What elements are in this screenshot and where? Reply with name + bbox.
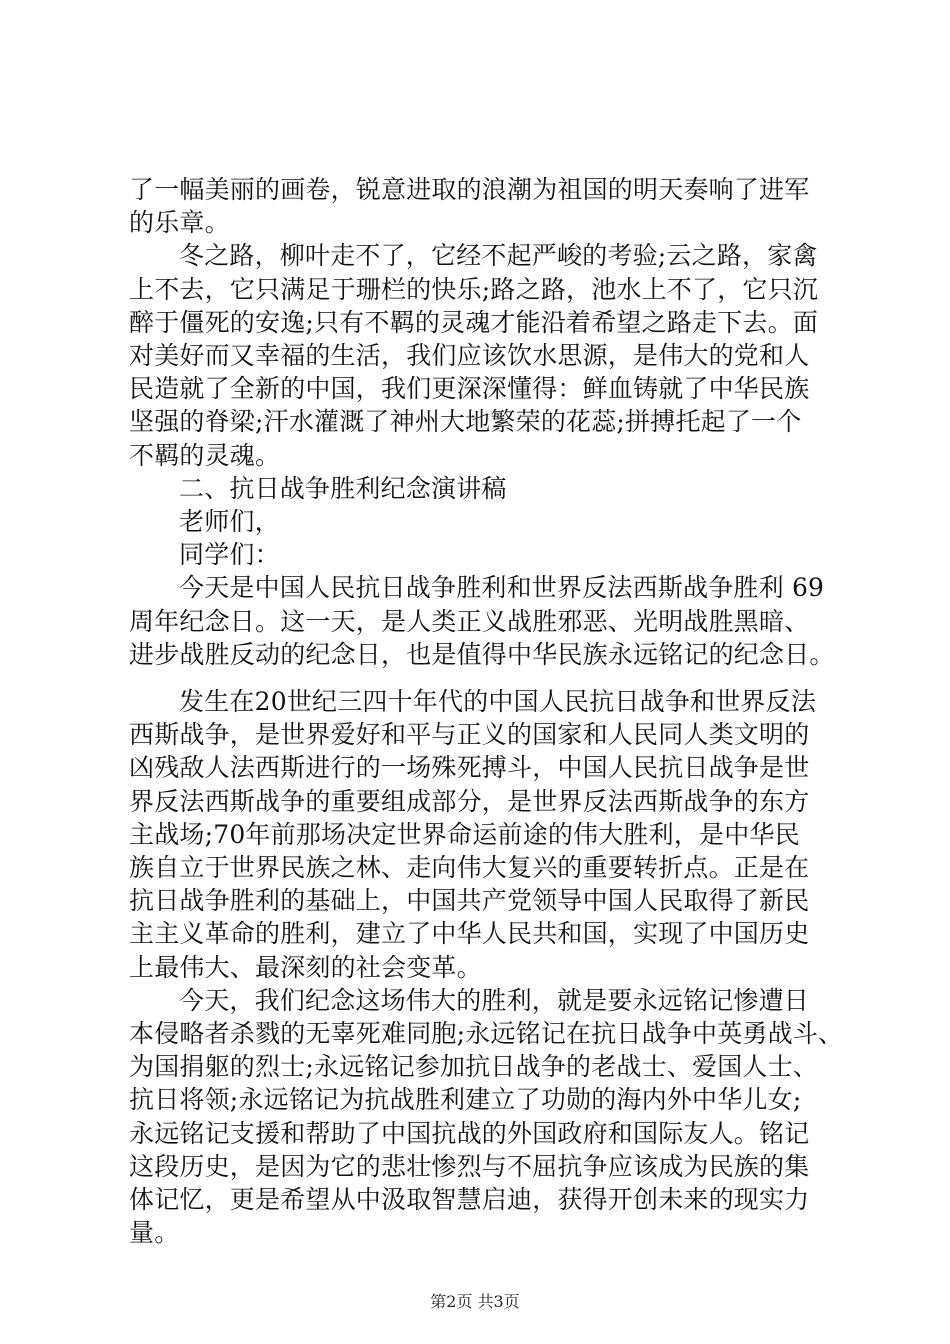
text-line: 主战场;70年前那场决定世界命运前途的伟大胜利，是中华民: [129, 820, 800, 849]
text-line: 本侵略者杀戮的无辜死难同胞;永远铭记在抗日战争中英勇战斗、: [129, 1019, 844, 1048]
text-line: 民造就了全新的中国，我们更深深懂得：鲜血铸就了中华民族: [129, 374, 810, 403]
text-line: 量。: [129, 1218, 180, 1247]
text-line: 西斯战争，是世界爱好和平与正义的国家和人民同人类文明的: [129, 720, 810, 749]
text-line: 坚强的脊梁;汗水灌溉了神州大地繁荣的花蕊;拼搏托起了一个: [129, 407, 802, 436]
text-line: 的乐章。: [129, 208, 230, 237]
text-line: 了一幅美丽的画卷，锐意进取的浪潮为祖国的明天奏响了进军: [129, 175, 810, 204]
text-line: 抗日将领;永远铭记为抗战胜利建立了功勋的海内外中华儿女;: [129, 1085, 802, 1114]
text-line: 族自立于世界民族之林、走向伟大复兴的重要转折点。正是在: [129, 853, 810, 882]
text-line: 界反法西斯战争的重要组成部分，是世界反法西斯战争的东方: [129, 787, 810, 816]
salutation-line: 同学们：: [179, 540, 280, 569]
text-line: 周年纪念日。这一天，是人类正义战胜邪恶、光明战胜黑暗、: [129, 607, 810, 636]
text-line: 今天，我们纪念这场伟大的胜利，就是要永远铭记惨遭日: [179, 986, 810, 1015]
page-footer: 第2页 共3页: [430, 1292, 520, 1311]
section-heading: 二、抗日战争胜利纪念演讲稿: [179, 474, 507, 503]
text-line: 对美好而又幸福的生活，我们应该饮水思源，是伟大的党和人: [129, 341, 810, 370]
text-line: 永远铭记支援和帮助了中国抗战的外国政府和国际友人。铭记: [129, 1119, 810, 1148]
text-line: 上不去，它只满足于珊栏的快乐;路之路，池水上不了，它只沉: [129, 275, 819, 304]
text-line: 这段历史，是因为它的悲壮惨烈与不屈抗争应该成为民族的集: [129, 1152, 810, 1181]
text-line: 醉于僵死的安逸;只有不羁的灵魂才能沿着希望之路走下去。面: [129, 308, 819, 337]
text-line: 为国捐躯的烈士;永远铭记参加抗日战争的老战士、爱国人士、: [129, 1052, 819, 1081]
text-line: 主主义革命的胜利，建立了中华人民共和国，实现了中国历史: [129, 919, 810, 948]
text-line: 不羁的灵魂。: [129, 441, 281, 470]
text-line: 冬之路，柳叶走不了，它经不起严峻的考验;云之路，家禽: [179, 241, 818, 270]
text-line: 上最伟大、最深刻的社会变革。: [129, 953, 482, 982]
text-line: 进步战胜反动的纪念日，也是值得中华民族永远铭记的纪念日。: [129, 640, 835, 669]
text-line: 凶残敌人法西斯进行的一场殊死搏斗，中国人民抗日战争是世: [129, 753, 810, 782]
text-line: 今天是中国人民抗日战争胜利和世界反法西斯战争胜利 69: [179, 573, 825, 602]
text-line: 体记忆，更是希望从中汲取智慧启迪，获得开创未来的现实力: [129, 1185, 810, 1214]
salutation-line: 老师们，: [179, 507, 280, 536]
text-line: 发生在20世纪三四十年代的中国人民抗日战争和世界反法: [179, 687, 817, 716]
text-line: 抗日战争胜利的基础上，中国共产党领导中国人民取得了新民: [129, 886, 810, 915]
